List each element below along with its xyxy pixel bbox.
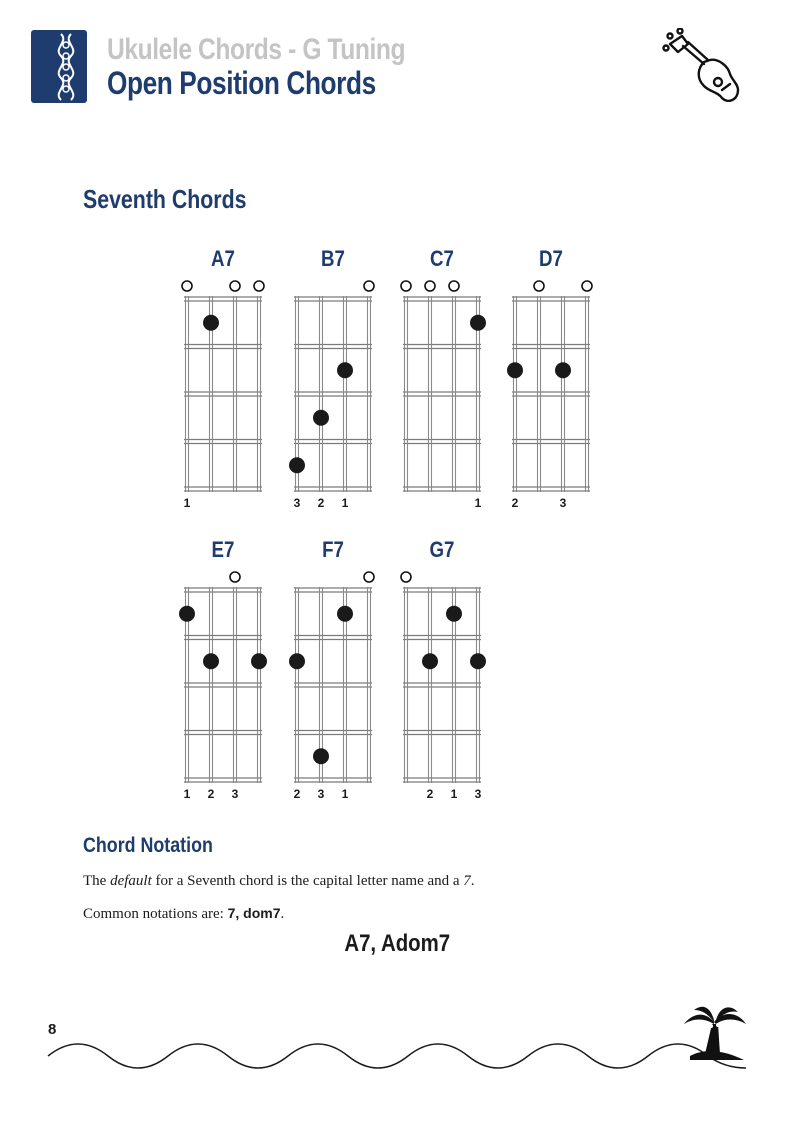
open-string-marker — [230, 281, 240, 291]
finger-number: 2 — [511, 496, 519, 510]
notation-title: Chord Notation — [83, 834, 213, 857]
finger-dot — [337, 606, 353, 622]
chord-diagram-e7 — [179, 539, 267, 801]
finger-number: 2 — [317, 496, 325, 510]
open-string-marker — [364, 572, 374, 582]
chord-name: G7 — [429, 538, 455, 563]
open-string-marker — [401, 281, 411, 291]
page-number: 8 — [48, 1021, 57, 1038]
finger-number: 1 — [341, 496, 349, 510]
palm-tree-icon — [684, 1007, 746, 1060]
chord-name: A7 — [211, 247, 235, 272]
finger-number: 2 — [293, 787, 301, 801]
chord-name: C7 — [430, 247, 454, 272]
finger-number: 3 — [231, 787, 239, 801]
finger-dot — [422, 653, 438, 669]
chord-name: B7 — [321, 247, 345, 272]
chord-diagram-f7 — [289, 539, 374, 801]
finger-dot — [446, 606, 462, 622]
finger-number: 3 — [474, 787, 482, 801]
section-title: Seventh Chords — [83, 184, 247, 214]
finger-dot — [470, 315, 486, 331]
finger-number: 1 — [341, 787, 349, 801]
finger-dot — [251, 653, 267, 669]
open-string-marker — [425, 281, 435, 291]
open-string-marker — [364, 281, 374, 291]
chord-diagram-b7 — [289, 248, 374, 510]
finger-dot — [203, 653, 219, 669]
finger-dot — [313, 748, 329, 764]
finger-dot — [507, 362, 523, 378]
chord-name: E7 — [211, 538, 235, 563]
chord-diagram-d7 — [507, 248, 592, 510]
open-string-marker — [449, 281, 459, 291]
page-title: Open Position Chords — [107, 65, 376, 101]
finger-number: 1 — [450, 787, 458, 801]
wave-divider — [0, 1000, 794, 1123]
chord-diagram-a7 — [182, 248, 264, 510]
chord-diagram-c7 — [401, 248, 486, 510]
book-title: Ukulele Chords - G Tuning — [107, 33, 406, 66]
finger-dot — [203, 315, 219, 331]
notation-text-default: The default for a Seventh chord is the capital letter name and a 7. — [83, 873, 475, 889]
finger-number: 1 — [474, 496, 482, 510]
finger-number: 3 — [559, 496, 567, 510]
finger-dot — [470, 653, 486, 669]
finger-number: 1 — [183, 496, 191, 510]
finger-dot — [555, 362, 571, 378]
notation-text-common: Common notations are: 7, dom7. — [83, 905, 285, 922]
chord-name: D7 — [539, 247, 563, 272]
open-string-marker — [182, 281, 192, 291]
open-string-marker — [254, 281, 264, 291]
chord-diagram-g7 — [401, 539, 486, 801]
finger-number: 2 — [207, 787, 215, 801]
notation-example: A7, Adom7 — [344, 930, 450, 957]
finger-number: 3 — [317, 787, 325, 801]
finger-dot — [313, 410, 329, 426]
finger-dot — [289, 653, 305, 669]
chord-name: F7 — [322, 538, 344, 563]
finger-number: 2 — [426, 787, 434, 801]
finger-dot — [337, 362, 353, 378]
finger-dot — [179, 606, 195, 622]
open-string-marker — [534, 281, 544, 291]
finger-number: 1 — [183, 787, 191, 801]
finger-number: 3 — [293, 496, 301, 510]
open-string-marker — [401, 572, 411, 582]
open-string-marker — [582, 281, 592, 291]
open-string-marker — [230, 572, 240, 582]
finger-dot — [289, 457, 305, 473]
